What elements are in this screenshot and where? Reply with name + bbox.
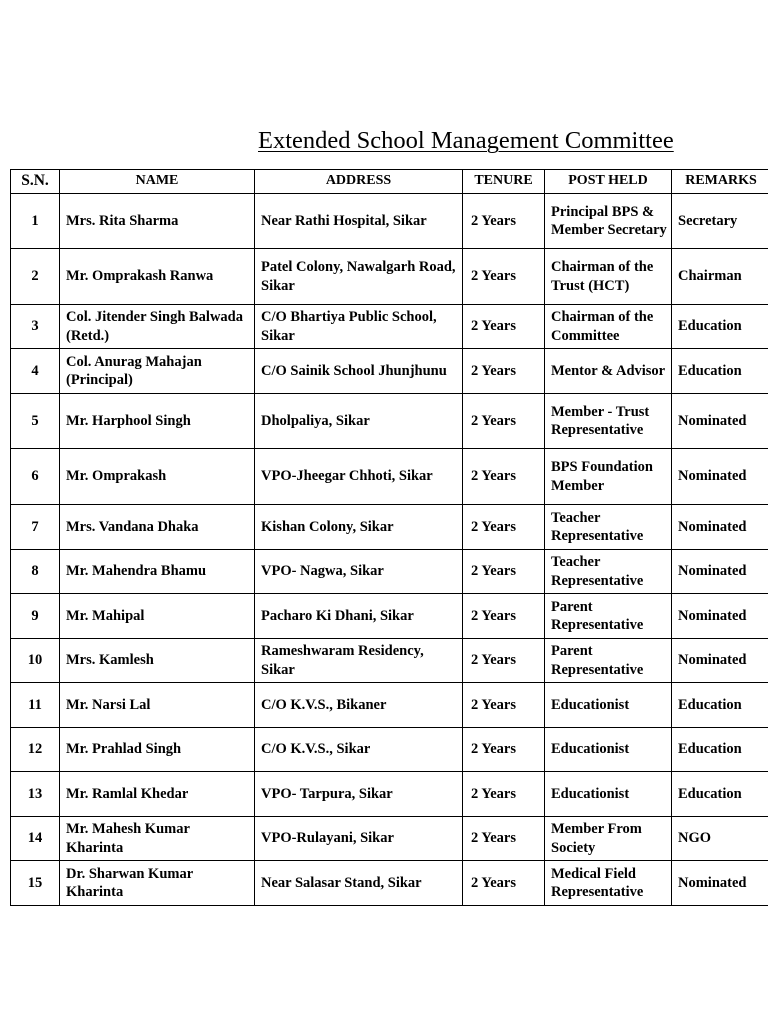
cell-address: C/O Sainik School Jhunjhunu [255, 349, 463, 394]
cell-tenure: 2 Years [463, 861, 545, 906]
cell-name: Mrs. Kamlesh [60, 639, 255, 683]
cell-remarks: Nominated [672, 505, 768, 550]
cell-sn: 6 [11, 449, 60, 505]
cell-address: C/O K.V.S., Bikaner [255, 683, 463, 728]
column-header-tenure: TENURE [463, 170, 545, 194]
cell-name: Mr. Harphool Singh [60, 394, 255, 449]
cell-address: Near Salasar Stand, Sikar [255, 861, 463, 906]
cell-address: VPO-Rulayani, Sikar [255, 817, 463, 861]
cell-remarks: Nominated [672, 449, 768, 505]
table-row [11, 772, 768, 817]
cell-post-held: Educationist [545, 683, 672, 728]
cell-tenure: 2 Years [463, 449, 545, 505]
cell-address: Dholpaliya, Sikar [255, 394, 463, 449]
cell-remarks: NGO [672, 817, 768, 861]
cell-address: C/O Bhartiya Public School, Sikar [255, 305, 463, 349]
cell-tenure: 2 Years [463, 772, 545, 817]
cell-address: VPO- Tarpura, Sikar [255, 772, 463, 817]
cell-tenure: 2 Years [463, 249, 545, 305]
column-header-name: NAME [60, 170, 255, 194]
cell-name: Mr. Narsi Lal [60, 683, 255, 728]
cell-remarks: Nominated [672, 550, 768, 594]
cell-name: Mr. Ramlal Khedar [60, 772, 255, 817]
cell-post-held: Educationist [545, 772, 672, 817]
cell-tenure: 2 Years [463, 639, 545, 683]
table-header-row [11, 170, 768, 194]
cell-address: VPO-Jheegar Chhoti, Sikar [255, 449, 463, 505]
table-row [11, 639, 768, 683]
cell-remarks: Education [672, 349, 768, 394]
cell-sn: 5 [11, 394, 60, 449]
cell-remarks: Nominated [672, 394, 768, 449]
cell-post-held: Member - Trust Representative [545, 394, 672, 449]
cell-sn: 14 [11, 817, 60, 861]
table-row [11, 349, 768, 394]
column-header-address: ADDRESS [255, 170, 463, 194]
cell-sn: 1 [11, 194, 60, 249]
committee-table [10, 169, 768, 906]
cell-post-held: Chairman of the Trust (HCT) [545, 249, 672, 305]
cell-address: C/O K.V.S., Sikar [255, 728, 463, 772]
table-row [11, 394, 768, 449]
cell-post-held: Parent Representative [545, 594, 672, 639]
document-title: Extended School Management Committee [258, 127, 674, 154]
cell-post-held: Medical Field Representative [545, 861, 672, 906]
cell-tenure: 2 Years [463, 550, 545, 594]
column-header-remarks: REMARKS [672, 170, 768, 194]
cell-address: Patel Colony, Nawalgarh Road, Sikar [255, 249, 463, 305]
cell-tenure: 2 Years [463, 394, 545, 449]
table-row [11, 249, 768, 305]
table-row [11, 194, 768, 249]
cell-tenure: 2 Years [463, 349, 545, 394]
cell-tenure: 2 Years [463, 683, 545, 728]
cell-name: Mr. Mahesh Kumar Kharinta [60, 817, 255, 861]
cell-post-held: Member From Society [545, 817, 672, 861]
cell-remarks: Nominated [672, 639, 768, 683]
cell-post-held: Mentor & Advisor [545, 349, 672, 394]
cell-tenure: 2 Years [463, 728, 545, 772]
cell-post-held: Parent Representative [545, 639, 672, 683]
cell-name: Mr. Omprakash [60, 449, 255, 505]
cell-sn: 3 [11, 305, 60, 349]
column-header-post-held: POST HELD [545, 170, 672, 194]
cell-post-held: Chairman of the Committee [545, 305, 672, 349]
table-row [11, 594, 768, 639]
cell-sn: 8 [11, 550, 60, 594]
table-row [11, 861, 768, 906]
cell-remarks: Nominated [672, 861, 768, 906]
cell-post-held: Teacher Representative [545, 505, 672, 550]
table-row [11, 305, 768, 349]
cell-sn: 12 [11, 728, 60, 772]
table-row [11, 550, 768, 594]
cell-remarks: Chairman [672, 249, 768, 305]
cell-address: Rameshwaram Residency, Sikar [255, 639, 463, 683]
cell-remarks: Education [672, 772, 768, 817]
table-row [11, 728, 768, 772]
cell-tenure: 2 Years [463, 194, 545, 249]
cell-sn: 7 [11, 505, 60, 550]
cell-name: Dr. Sharwan Kumar Kharinta [60, 861, 255, 906]
cell-post-held: Teacher Representative [545, 550, 672, 594]
cell-address: Kishan Colony, Sikar [255, 505, 463, 550]
table-row [11, 683, 768, 728]
cell-sn: 13 [11, 772, 60, 817]
cell-sn: 10 [11, 639, 60, 683]
cell-post-held: Educationist [545, 728, 672, 772]
cell-address: Pacharo Ki Dhani, Sikar [255, 594, 463, 639]
cell-remarks: Education [672, 728, 768, 772]
cell-name: Mrs. Rita Sharma [60, 194, 255, 249]
cell-tenure: 2 Years [463, 505, 545, 550]
cell-address: VPO- Nagwa, Sikar [255, 550, 463, 594]
table-row [11, 817, 768, 861]
cell-post-held: Principal BPS & Member Secretary [545, 194, 672, 249]
cell-name: Col. Anurag Mahajan (Principal) [60, 349, 255, 394]
cell-remarks: Nominated [672, 594, 768, 639]
cell-tenure: 2 Years [463, 817, 545, 861]
table-row [11, 449, 768, 505]
cell-sn: 15 [11, 861, 60, 906]
cell-sn: 4 [11, 349, 60, 394]
cell-remarks: Education [672, 683, 768, 728]
cell-sn: 2 [11, 249, 60, 305]
cell-name: Mr. Mahendra Bhamu [60, 550, 255, 594]
cell-post-held: BPS Foundation Member [545, 449, 672, 505]
cell-tenure: 2 Years [463, 305, 545, 349]
cell-name: Mrs. Vandana Dhaka [60, 505, 255, 550]
cell-name: Mr. Omprakash Ranwa [60, 249, 255, 305]
cell-remarks: Secretary [672, 194, 768, 249]
column-header-sn: S.N. [11, 170, 60, 194]
cell-tenure: 2 Years [463, 594, 545, 639]
cell-address: Near Rathi Hospital, Sikar [255, 194, 463, 249]
cell-remarks: Education [672, 305, 768, 349]
cell-sn: 9 [11, 594, 60, 639]
cell-name: Mr. Prahlad Singh [60, 728, 255, 772]
cell-sn: 11 [11, 683, 60, 728]
cell-name: Col. Jitender Singh Balwada (Retd.) [60, 305, 255, 349]
table-row [11, 505, 768, 550]
cell-name: Mr. Mahipal [60, 594, 255, 639]
